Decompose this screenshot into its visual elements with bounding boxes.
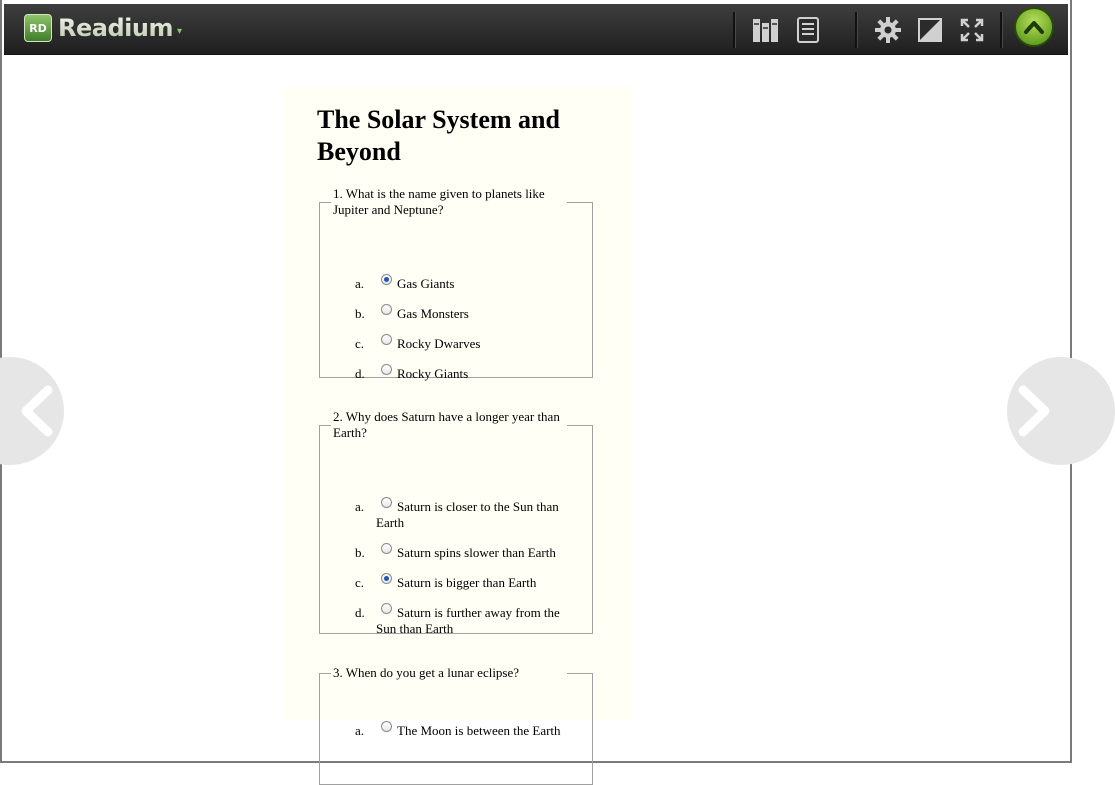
chevron-right-icon: [1017, 384, 1053, 438]
readium-logo-icon: RD: [24, 14, 52, 42]
option-label[interactable]: Rocky Dwarves: [397, 336, 481, 351]
contrast-button[interactable]: [916, 16, 944, 44]
option-letter: b.: [355, 545, 365, 560]
question-text: 3. When do you get a lunar eclipse?: [333, 665, 520, 680]
page-title: The Solar System and Beyond: [317, 105, 560, 166]
option-label[interactable]: Saturn is bigger than Earth: [397, 575, 537, 590]
option-label[interactable]: Saturn spins slower than Earth: [397, 545, 556, 560]
option-letter: d.: [355, 605, 365, 620]
option-letter: a.: [355, 723, 365, 738]
toolbar-divider: [733, 12, 736, 48]
fullscreen-icon: [960, 18, 984, 42]
option-label[interactable]: The Moon is between the Earth: [397, 723, 561, 738]
option-label[interactable]: Rocky Giants: [397, 366, 469, 381]
option-letter: a.: [355, 499, 365, 514]
go-top-button[interactable]: [1014, 7, 1054, 47]
fullscreen-button[interactable]: [958, 16, 986, 44]
toc-button[interactable]: [794, 16, 822, 44]
option-letter: c.: [355, 575, 365, 590]
question-text: 1. What is the name given to planets like Jupiter and Neptune?: [333, 186, 545, 217]
chevron-down-icon[interactable]: ▾: [176, 25, 182, 37]
library-icon: [752, 17, 780, 43]
quiz-question-1: [319, 186, 593, 381]
option-letter: c.: [355, 336, 365, 351]
option-label[interactable]: Saturn is closer to the Sun than Earth: [376, 499, 559, 530]
option-letter: b.: [355, 306, 365, 321]
option-label[interactable]: Gas Monsters: [397, 306, 469, 321]
app-name: Readium: [58, 14, 173, 42]
toolbar-divider: [1000, 12, 1003, 48]
next-page-button[interactable]: [1007, 357, 1115, 465]
quiz-question-3: [319, 665, 593, 785]
app-logo[interactable]: [24, 14, 182, 42]
library-button[interactable]: [752, 16, 780, 44]
option-letter: a.: [355, 276, 365, 291]
toolbar-divider: [855, 12, 858, 48]
book-page: [283, 86, 631, 738]
toolbar: [4, 4, 1068, 55]
option-label[interactable]: Gas Giants: [397, 276, 455, 291]
option-letter: d.: [355, 366, 365, 381]
chevron-up-icon: [1023, 19, 1045, 35]
contrast-icon: [918, 18, 942, 42]
toc-icon: [797, 17, 819, 43]
chevron-left-icon: [18, 384, 54, 438]
gear-icon: [875, 17, 901, 43]
quiz-question-2: [319, 409, 593, 634]
question-text: 2. Why does Saturn have a longer year than Earth?: [333, 409, 560, 440]
settings-button[interactable]: [874, 16, 902, 44]
option-label[interactable]: Saturn is further away from the Sun than Earth: [376, 605, 560, 636]
